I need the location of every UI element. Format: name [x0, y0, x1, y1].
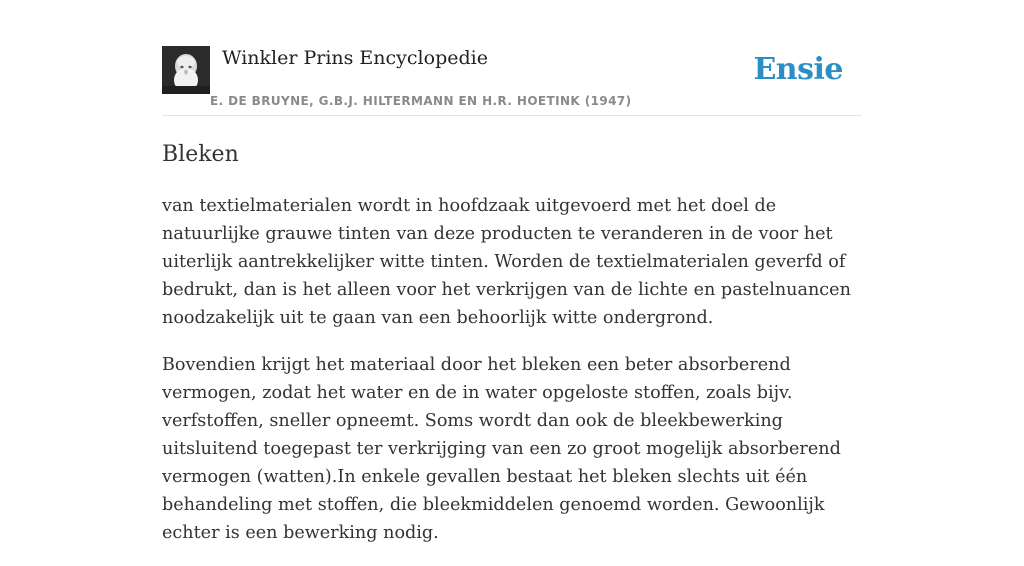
- article-title: Bleken: [162, 142, 239, 167]
- author-portrait-icon: [162, 46, 210, 94]
- author-avatar[interactable]: [162, 46, 210, 94]
- source-title[interactable]: Winkler Prins Encyclopedie: [222, 47, 488, 69]
- article-paragraph: van textielmaterialen wordt in hoofdzaak uitgevoerd met het doel de natuurlijke grauwe tinten van deze producten te veranderen in de voor het uiterlijk aantrekkelijker witte tinten. Worden de textielmaterialen geverfd of bedrukt, dan is het alleen voor het verkrijgen van de lichte en pastelnuancen noodzakelijk uit te gaan van een behoorlijk witte ondergrond.: [162, 196, 851, 328]
- article-paragraph: Bovendien krijgt het materiaal door het bleken een beter absorberend vermogen, zodat het water en de in water opgeloste stoffen, zoals bijv. verfstoffen, sneller opneemt. Soms wordt dan ook de bleekbewerking uitsluitend toegepast ter verkrijging van een zo groot mogelijk absorberend vermogen (watten).In enkele gevallen bestaat het bleken slechts uit één behandeling met stoffen, die bleekmiddelen genoemd worden. Gewoonlijk echter is een bewerking nodig.: [162, 355, 841, 543]
- brand-logo[interactable]: Ensie: [753, 52, 843, 87]
- article-body: [162, 192, 862, 566]
- source-authors: E. DE BRUYNE, G.B.J. HILTERMANN EN H.R. HOETINK (1947): [210, 94, 632, 108]
- source-header: [162, 46, 862, 116]
